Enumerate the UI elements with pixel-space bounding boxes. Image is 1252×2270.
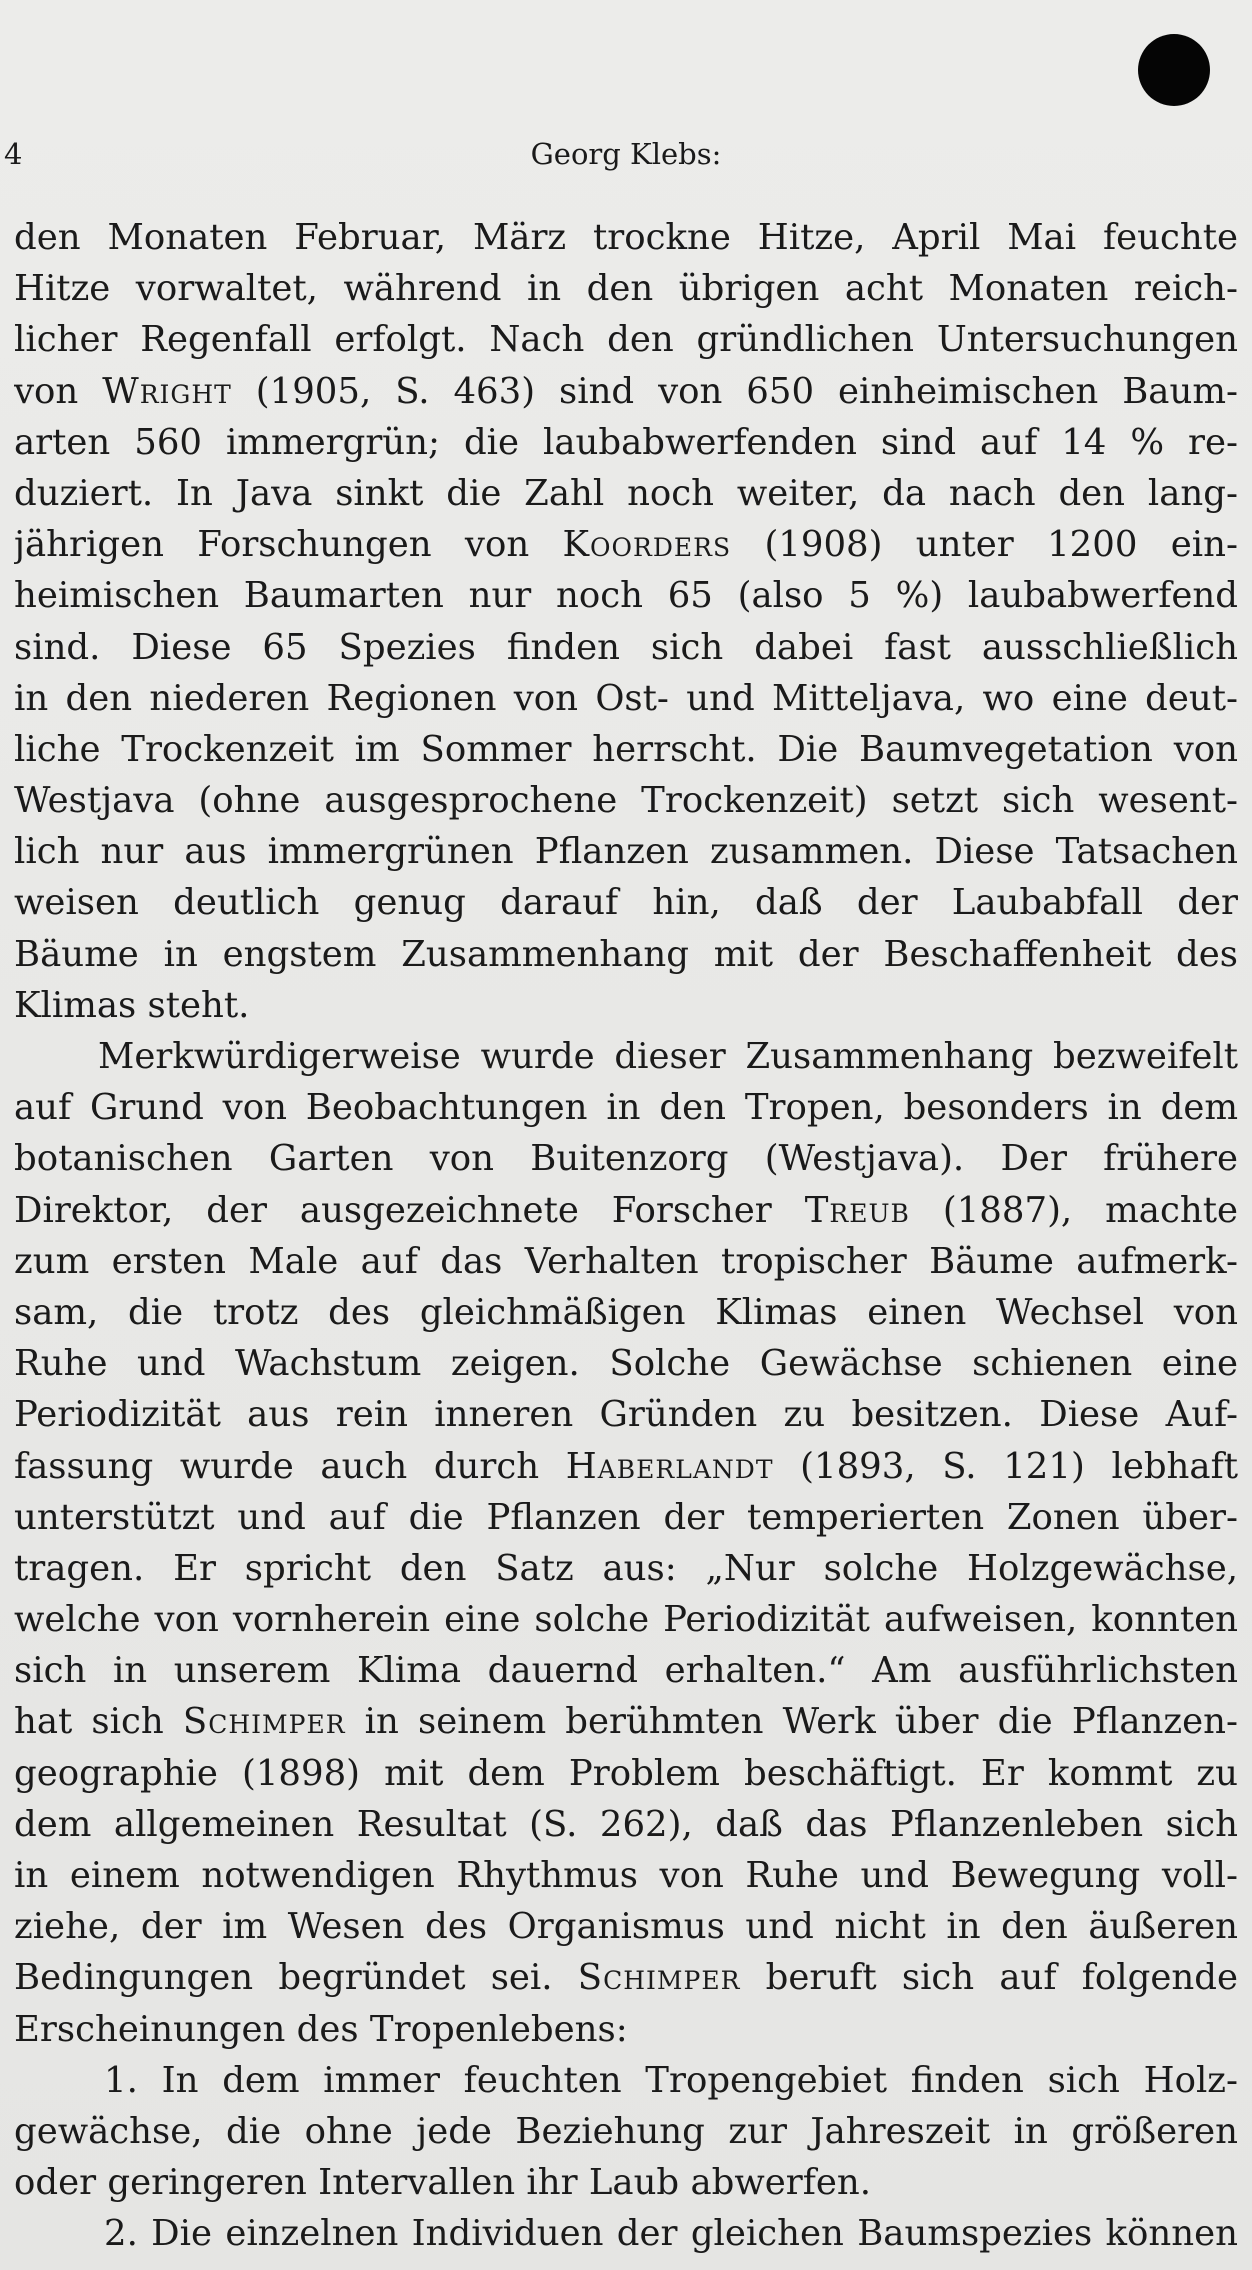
cited-author: Schimper bbox=[182, 1701, 346, 1743]
text-line: ziehe, der im Wesen des Organismus und nicht in den äußeren bbox=[14, 1906, 1238, 1948]
text-line: liche Trockenzeit im Sommer herrscht. Die Baumvegetation von bbox=[14, 728, 1238, 770]
text-line: unterstützt und auf die Pflanzen der temperierten Zonen über- bbox=[14, 1496, 1238, 1538]
text-line: 2. Die einzelnen Individuen der gleichen Baumspezies können bbox=[104, 2213, 1238, 2255]
text-line: dem allgemeinen Resultat (S. 262), daß das Pflanzenleben sich bbox=[14, 1803, 1238, 1845]
cited-author: Wright bbox=[102, 370, 232, 412]
cited-author: Koorders bbox=[562, 524, 732, 566]
text-line: Direktor, der ausgezeichnete Forscher Treub (1887), machte bbox=[14, 1189, 1238, 1231]
text-line: arten 560 immergrün; die laubabwerfenden sind auf 14 % re- bbox=[14, 421, 1238, 463]
text-line: sind. Diese 65 Spezies finden sich dabei fast ausschließlich bbox=[14, 626, 1238, 668]
running-head bbox=[0, 132, 1252, 176]
text-line: von Wright (1905, S. 463) sind von 650 einheimischen Baum- bbox=[14, 370, 1238, 412]
text-line: licher Regenfall erfolgt. Nach den gründlichen Untersuchungen bbox=[14, 319, 1238, 361]
text-line: auf Grund von Beobachtungen in den Tropen, besonders in dem bbox=[14, 1087, 1238, 1129]
text-line: Erscheinungen des Tropenlebens: bbox=[14, 2008, 628, 2050]
running-head-author: Georg Klebs: bbox=[530, 137, 722, 171]
text-line: jährigen Forschungen von Koorders (1908) unter 1200 ein- bbox=[14, 524, 1238, 566]
page-number: 4 bbox=[4, 137, 23, 171]
cited-author: Haberlandt bbox=[565, 1445, 774, 1487]
text-line: gewächse, die ohne jede Beziehung zur Jahreszeit in größeren bbox=[14, 2110, 1238, 2152]
text-line: Hitze vorwaltet, während in den übrigen acht Monaten reich- bbox=[14, 268, 1238, 310]
cited-author: Treub bbox=[804, 1189, 910, 1231]
text-line: sich in unserem Klima dauernd erhalten.“ Am ausführlichsten bbox=[14, 1650, 1238, 1692]
text-line: zum ersten Male auf das Verhalten tropischer Bäume aufmerk- bbox=[14, 1240, 1238, 1282]
text-line: Merkwürdigerweise wurde dieser Zusammenhang bezweifelt bbox=[98, 1036, 1238, 1077]
text-line: oder geringeren Intervallen ihr Laub abwerfen. bbox=[14, 2162, 871, 2204]
text-line: in einem notwendigen Rhythmus von Ruhe und Bewegung voll- bbox=[14, 1855, 1238, 1896]
text-line: welche von vornherein eine solche Periodizität aufweisen, konnten bbox=[14, 1599, 1238, 1641]
text-line: Westjava (ohne ausgesprochene Trockenzeit) setzt sich wesent- bbox=[14, 780, 1238, 822]
text-line: Periodizität aus rein inneren Gründen zu besitzen. Diese Auf- bbox=[14, 1394, 1238, 1436]
text-line: hat sich Schimper in seinem berühmten Werk über die Pflanzen- bbox=[14, 1701, 1238, 1743]
text-line: Klimas steht. bbox=[14, 984, 250, 1026]
text-line: 1. In dem immer feuchten Tropengebiet finden sich Holz- bbox=[104, 2059, 1238, 2101]
text-line: duziert. In Java sinkt die Zahl noch weiter, da nach den lang- bbox=[14, 472, 1238, 514]
text-line: tragen. Er spricht den Satz aus: „Nur solche Holzgewächse, bbox=[14, 1547, 1238, 1589]
text-line: Ruhe und Wachstum zeigen. Solche Gewächse schienen eine bbox=[14, 1343, 1238, 1385]
text-line: fassung wurde auch durch Haberlandt (1893, S. 121) lebhaft bbox=[14, 1445, 1238, 1487]
text-line: den Monaten Februar, März trockne Hitze, April Mai feuchte bbox=[14, 217, 1238, 258]
text-line: sam, die trotz des gleichmäßigen Klimas einen Wechsel von bbox=[14, 1291, 1238, 1333]
ink-blot bbox=[1138, 34, 1210, 106]
text-line: Bedingungen begründet sei. Schimper beruft sich auf folgende bbox=[14, 1957, 1238, 1999]
body-text bbox=[14, 212, 1238, 2260]
text-line: weisen deutlich genug darauf hin, daß der Laubabfall der bbox=[14, 882, 1238, 924]
text-line: Bäume in engstem Zusammenhang mit der Beschaffenheit des bbox=[14, 933, 1238, 975]
text-line: in den niederen Regionen von Ost- und Mitteljava, wo eine deut- bbox=[14, 677, 1238, 719]
text-line: geographie (1898) mit dem Problem beschäftigt. Er kommt zu bbox=[14, 1752, 1238, 1794]
text-line: heimischen Baumarten nur noch 65 (also 5 %) laubabwerfend bbox=[14, 575, 1238, 617]
text-line: botanischen Garten von Buitenzorg (Westjava). Der frühere bbox=[14, 1138, 1238, 1180]
cited-author: Schimper bbox=[577, 1957, 741, 1999]
text-line: lich nur aus immergrünen Pflanzen zusammen. Diese Tatsachen bbox=[14, 831, 1238, 873]
